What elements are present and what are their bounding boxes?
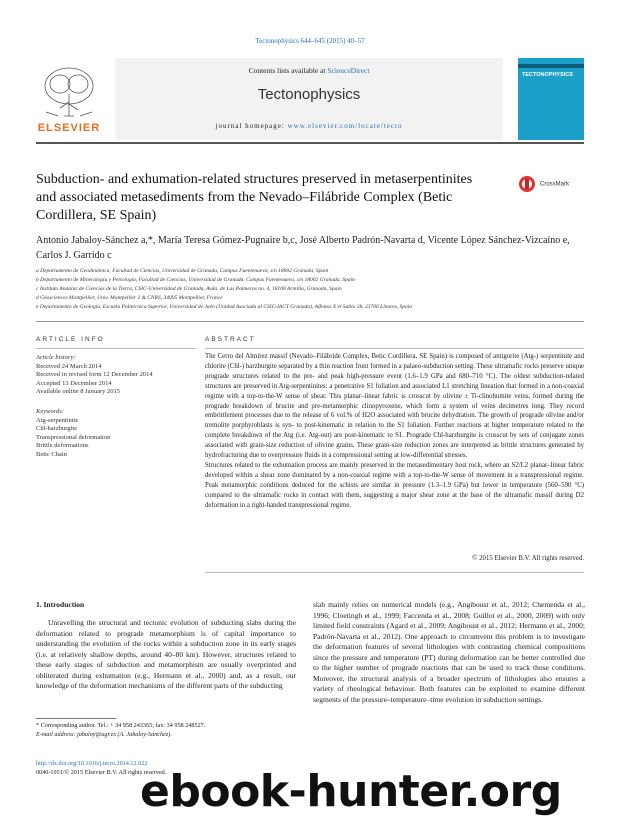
affiliations [36, 267, 584, 312]
keyword: Transpressional deformation [36, 433, 111, 441]
watermark-text: ebook-hunter.org [140, 766, 562, 817]
issn-line: 0040-1951/© 2015 Elsevier B.V. All rights reserved. [36, 768, 167, 776]
introduction-column-1 [36, 618, 296, 692]
affiliation-e: e Departamento de Geología, Escuela Politécnica Superior, Universidad de Jaén (Unidad Asociada al CSIC-IACT Granada), Alfonso X el Sabio 28, 23700 Linares, Spain [36, 304, 413, 310]
contents-line: Contents lists available at ScienceDirect [248, 66, 370, 75]
keyword: Brittle deformations [36, 442, 89, 450]
history-received: Received 24 March 2014 [36, 362, 102, 370]
affiliation-d: d Géosciences Montpellier, Univ. Montpellier 2 & CNRS, 34095 Montpellier, France [36, 295, 223, 301]
abstract-body [205, 352, 584, 511]
introduction-column-2 [313, 600, 585, 705]
front-matter-rule [36, 321, 584, 322]
crossmark-badge[interactable] [518, 175, 584, 195]
header-rule [36, 142, 584, 144]
affiliation-b: b Departamento de Mineralogía y Petrología, Facultad de Ciencias, Universidad de Granada, Campus Fuentenueva, s/n 18002 Granada, Spain [36, 277, 355, 283]
elsevier-wordmark: ELSEVIER [37, 122, 101, 134]
journal-cover-image [518, 58, 584, 140]
footnote [36, 722, 296, 739]
keywords-label: Keywords: [36, 408, 64, 415]
journal-homepage: journal homepage: www.elsevier.com/locate/tecto [215, 122, 403, 130]
journal-reference[interactable]: Tectonophysics 644–645 (2015) 40–57 [255, 37, 365, 45]
abstract-copyright: © 2015 Elsevier B.V. All rights reserved. [472, 555, 584, 562]
article-history [36, 354, 196, 397]
article-info-rule [36, 348, 196, 349]
intro-paragraph-1: Unravelling the structural and tectonic evolution of subducting slabs during the deformation related to prograde metamorphism is of capital importance to understanding the evolution of the rocks within a subduction zone in its early stages (i.e. at relatively shallow depths, around 40–80 km). However, structures related to these early stages of subduction and metamorphism are usually overprinted and obliterated during exhumation (e.g., Hermann et al., 2000) and, as a result, our knowledge of the deformation mechanisms of the different parts of the subducting [36, 618, 296, 690]
author-list: Antonio Jabaloy-Sánchez a,*, María Teresa Gómez-Pugnaire b,c, José Alberto Padrón-Navarta d, Vicente López Sánchez-Vizcaíno e, Carlos J. Garrido c [36, 235, 570, 261]
abstract-paragraph-1: The Cerro del Almirez massif (Nevado–Filábride Complex, Betic Cordillera, SE Spain) is composed of antigorite (Atg-) serpentinite and chlorite (Chl-) harzburgite separated by a thin reaction front formed in a palaeo-subduction setting. These ultramafic rocks preserve unique prograde structures related to the pre- and peak high-pressure event (1.6–1.9 GPa and 680–710 °C). The oldest subduction-related structures are preserved in Atg-serpentinites: a penetrative S1 foliation and associated L1 stretching lineation that formed in a non-coaxial regime with a top-to-the-W sense of shear. This planar–linear fabric is crosscut by olivine ± Ti-clinohumite veins, formed during the prograde breakdown of brucite and pre-metamorphic clinopyroxene, which form a system of veins decimetres long. They record embrittlement processes due to the release of 6 vol.% of H2O associated with brucite dehydration. The growth of prograde olivine and/or tremolite porphyroblasts is syn- to post-kinematic in relation to the S1 foliation. Further reactions at higher temperature related to the complete breakdown of the Atg (i.e. Atg-out) are post-kinematic to S1. Prograde Chl-harzburgite is crosscut by sets of conjugate zones associated with grain-size reduction of olivine grains. These grain-size reduction zones are interpreted as brittle structures generated by hydrofracturing due to overpressure fluids in a compressional setting at low-differential stresses. [205, 353, 584, 460]
corresponding-author: * Corresponding author. Tel.: + 34 958 243365; fax: 34 958 248527. [36, 722, 206, 729]
crossmark-label: CrossMark [540, 181, 570, 188]
intro-paragraph-2: slab mainly relies on numerical models (e.g., Angiboust et al., 2012; Chemenda et al., 1996; Cloetingh et al., 1999; Faccenda et al., 2008; Guillot et al., 2000, 2009) with only limited field constraints (Agard et al., 2009; Angiboust et al., 2012; Hermann et al., 2000; Padrón-Navarta et al., 2012). One approach to circumvent this problem is to investigate the deformation features of several lithologies with contrasting chemical compositions since the pressure and temperature (PT) during deformation can be better controlled due to the higher number of prograde reactions that can be used to track those conditions. Moreover, the structural analysis of a broader spectrum of lithologies also ensures a variety of rheological behaviour. Both features can be exploited to examine different segments of the pressure–temperature–time evolution in subduction settings. [313, 600, 585, 704]
introduction-heading: 1. Introduction [36, 600, 85, 609]
abstract-end-rule [205, 572, 584, 573]
doi-link[interactable]: http://dx.doi.org/10.1016/j.tecto.2014.12.022 [36, 760, 148, 767]
history-accepted: Accepted 13 December 2014 [36, 379, 112, 387]
keywords [36, 408, 196, 460]
cover-title: TECTONOPHYSICS [522, 72, 573, 78]
email-address[interactable]: E-mail address: jabaloy@ugr.es (A. Jabaloy-Sánchez). [36, 730, 172, 738]
abstract-rule [205, 348, 584, 349]
keyword: Atg-serpentinite [36, 416, 79, 424]
sciencedirect-link[interactable]: ScienceDirect [327, 66, 370, 75]
crossmark-icon [518, 175, 536, 193]
history-revised: Received in revised form 12 December 2014 [36, 371, 153, 379]
footnote-rule [36, 718, 116, 719]
article-title: Subduction- and exhumation-related structures preserved in metaserpentinites and associated metasediments from the Nevado–Filábride Complex (Betic Cordillera, SE Spain) [36, 172, 473, 223]
abstract-paragraph-2: Structures related to the exhumation process are mainly preserved in the metasedimentary host rock, where an S2/L2 planar–linear fabric developed within a shear zone dominated by a non-coaxial regime with a top-to-the-W sense of movement in a transpressional regime. Peak metamorphic conditions deduced for the schists are similar in pressure (1.3–1.9 GPa) but lower in temperature (560–590 °C) compared to the ultramafic rocks in contact with them, suggesting a major shear zone at the base of the ultramafic massif during D2 deformation in a right-handed transpressional regime. [205, 461, 584, 509]
affiliation-a: a Departamento de Geodinámica, Facultad de Ciencias, Universidad de Granada, Campus Fuentenueva, s/n 18002 Granada, Spain [36, 268, 329, 274]
article-info-heading: ARTICLE INFO [36, 336, 105, 343]
homepage-link[interactable]: www.elsevier.com/locate/tecto [287, 122, 403, 130]
keyword: Chl-harzburgite [36, 425, 78, 433]
affiliation-c: c Instituto Andaluz de Ciencias de la Tierra, CSIC-Universidad de Granada, Avda. de Las Palmeras no. 4, 18100 Armilla, Granada, Spain [36, 286, 342, 292]
keyword: Betic Chain [36, 450, 67, 458]
history-label: Article history: [36, 354, 76, 361]
abstract-heading: ABSTRACT [205, 336, 256, 343]
journal-title: Tectonophysics [257, 86, 361, 103]
cover-strip [518, 64, 584, 68]
history-online: Available online 8 January 2015 [36, 388, 120, 396]
